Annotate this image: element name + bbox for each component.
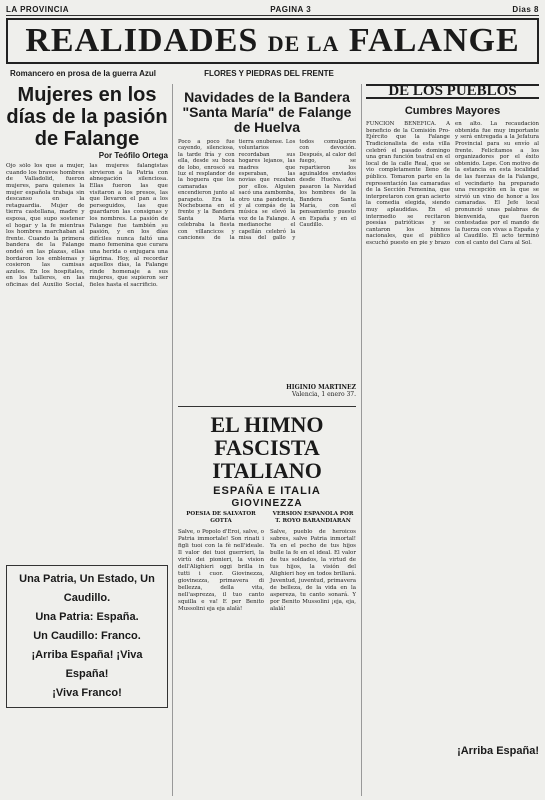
article-headline: DE LOS PUEBLOS [366, 84, 539, 99]
article-pueblos [366, 84, 539, 796]
article-body: FUNCION BENEFICA. A beneficio de la Comisión Pro-Ejército que la Falange Tradicionalista de esta villa celebró el pasado domingo una gran función teatral en el local de la calle Real, que se vio completamente lleno de público. Tomaron parte en la representación las camaradas de la Sección Femenina, que interpretaron con gran acierto la comedia elegida, siendo muy aplaudidas. En el intermedio se recitaron poesías patrióticas y se cantaron los himnos nacionales, que el público escuchó puesto en pie y brazo en alto. La recaudación obtenida fue muy importante y será entregada a la Jefatura Provincial para su envío al frente. Felicitamos a los organizadores por el éxito obtenido. Lepe. Con motivo de la estancia en esta localidad de las fuerzas de la Falange, el vecindario ha preparado una recepción en la que se sirvió un vino de honor a los camaradas. El Jefe local pronunció unas palabras de bienvenida, que fueron contestadas por el mando de la fuerza con vivas a España y al Caudillo. El acto terminó con el canto del Cara al Sol. [366, 121, 539, 246]
section-mid: FLORES Y PIEDRAS DEL FRENTE [204, 68, 334, 78]
article-subheadline: Cumbres Mayores [404, 105, 501, 118]
column-divider [172, 84, 173, 796]
article-mujeres [6, 84, 168, 796]
article-signature: HIGINIO MARTINEZ [286, 384, 356, 391]
himno-headline: EL HIMNO FASCISTA ITALIANO [178, 406, 356, 482]
paper-name: LA PROVINCIA [6, 5, 70, 14]
poem-spanish [270, 511, 356, 781]
article-navidades [178, 84, 356, 796]
page-title [25, 22, 519, 60]
poem-heading: VERSION ESPAÑOLA POR T. ROYO BARANDIARAN [272, 510, 354, 524]
slogan-line: ¡Viva Franco! [52, 687, 122, 700]
article-body: Poco a poco fue cayendo, silenciosa, la tarde fría y con ella, desde su boca de lobo, enroscó su luz el resplandor de la hoguera que los camaradas encendieron junto al parapeto. Era la Nochebuena en el frente y la Bandera Santa María celebraba la fiesta con villancicos y canciones de la tierra onubense. Los voluntarios recordaban sus hogares lejanos, las madres que esperaban, las novias que rezaban por ellos. Alguien sacó una zambomba, otro una pandereta, y al compás de la música se elevó la voz de la Falange. A medianoche el capellán celebró la misa del gallo y todos comulgaron con devoción. Después, al calor del fuego, se repartieron los aguinaldos enviados desde Huelva. Así pasaron la Navidad los hombres de la Bandera Santa María, con el pensamiento puesto en España y en el Caudillo. [178, 139, 356, 242]
poem-text: Salve, o Popolo d'Eroi, salve, o Patria immortale! Son rinati i figli tuoi con la fè nell'ideale. Il valor dei tuoi guerrieri, la virtù dei pionieri, la vision dell'Alighieri oggi brilla in tutti i cuor. Giovinezza, giovinezza, primavera di bellezza, della vita, nell'asprezza, il tuo canto squilla e va! E per Benito Mussolini eja eja alalà! [178, 528, 264, 612]
closing-slogan: ¡Arriba España! [457, 745, 539, 758]
section-left: Romancero en prosa de la guerra Azul [10, 68, 156, 78]
slogan-line: Un Caudillo: Franco. [33, 630, 141, 643]
poem-heading: POESIA DE SALVATOR GOTTA [186, 510, 256, 524]
himno-subheading: ESPAÑA E ITALIA [213, 485, 321, 498]
article-signature-place: Valencia, 1 enero 37. [292, 391, 356, 399]
page-number: PAGINA 3 [270, 5, 312, 14]
masthead [6, 4, 539, 16]
section-header [6, 66, 539, 80]
slogan-line: Una Patria: España. [35, 611, 139, 624]
himno-song-title: GIOVINEZZA [231, 497, 303, 509]
title-connector: DE LA [267, 31, 340, 56]
title-main: REALIDADES [25, 22, 259, 59]
poem-text: Salve, pueblo de heroicos sabres, salve Patria inmortal! Ya en el pecho de tus hijos bulle la fe en el ideal. El valor de tus soldados, la virtud de tus hijos, la visión del Alighieri hoy en todos brillará. Juventud, juventud, primavera de belleza, de la vida en la aspereza, tu canto sonará. Y por Benito Mussolini ¡eja, eja, alalá! [270, 528, 356, 612]
article-headline: Mujeres en los días de la pasión de Falange [6, 84, 168, 150]
article-headline: Navidades de la Bandera "Santa María" de Falange de Huelva [182, 89, 352, 135]
slogan-line: ¡Arriba España! ¡Viva España! [31, 649, 143, 681]
issue-date: Dias 8 [512, 5, 539, 14]
article-byline: Por Teófilo Ortega [98, 151, 168, 160]
slogan-box [6, 565, 168, 708]
poem-italian [178, 511, 264, 781]
himno-poems [178, 511, 356, 781]
page-title-box [6, 18, 539, 64]
slogan-line: Una Patria, Un Estado, Un Caudillo. [19, 573, 155, 605]
title-end: FALANGE [348, 22, 520, 59]
column-divider [361, 84, 362, 796]
article-body: Ojo sólo los que a mujer, cuando los bravos hombres de Valladolid, fueron mujeres, para quienes la mujer española trabaja sin descanso en la retaguardia. Mujer de tierra castellana, madre y esposa, que supo sostener el hogar y la fe mientras los hombres marchaban al frente. Cuando la primera bandera de la Falange ondeó en las plazas, ellas bordaron los emblemas y cosieron las camisas azules. En los hospitales, en los talleres, en las oficinas del Auxilio Social, las mujeres falangistas sirvieron a la Patria con abnegación silenciosa. Ellas fueron las que visitaron a los presos, las que llevaron el pan a los perseguidos, las que guardaron las consignas y los nombres. La pasión de Falange fue también su pasión, y en los días difíciles nunca faltó una mano femenina que curara una herida o enjugara una lágrima. Hoy, al recordar aquellos días, la Falange rinde homenaje a sus mujeres, que supieron ser fieles hasta el sacrificio. [6, 163, 168, 288]
